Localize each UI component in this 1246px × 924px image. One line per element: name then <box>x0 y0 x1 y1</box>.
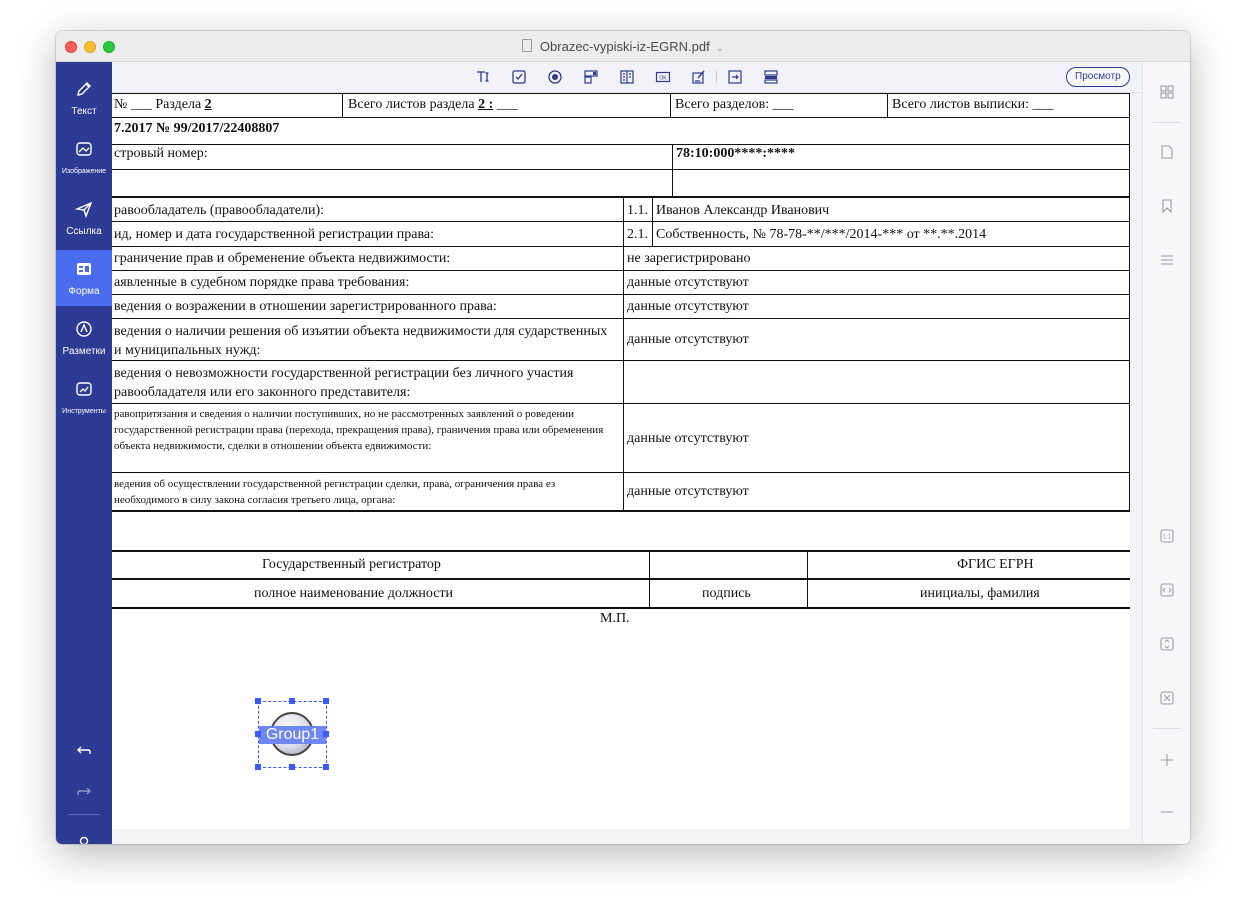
extract-date-number: 7.2017 № 99/2017/22408807 <box>114 121 280 136</box>
sidebar-divider <box>1153 122 1181 123</box>
total-sheets-label: Всего листов выписки: ___ <box>892 97 1054 112</box>
seizure-label: ведения о наличии решения об изъятии объекта недвижимости для сударственных и муниципальных нужд: <box>114 324 608 358</box>
registration-value: Собственность, № 78-78-**/***/2014-*** от **.**.2014 <box>656 227 987 242</box>
svg-text:1:1: 1:1 <box>1162 534 1172 541</box>
combo-box-icon[interactable] <box>583 69 599 85</box>
undo-icon[interactable] <box>75 742 93 760</box>
claims-label: равопритязания и сведения о наличии поступивших, но не рассмотренных заявлений о роведении государственной регистрации права (перехода, прекращения права), граничения права или обременения объекта недвижимости, сделки в отношении объекта едвижимости: <box>114 408 604 452</box>
svg-text:OK: OK <box>659 75 667 82</box>
sidebar-item-form[interactable] <box>56 250 112 306</box>
button-icon[interactable] <box>655 69 671 85</box>
right-holder-label: равообладатель (правообладатели): <box>114 203 325 218</box>
resize-handle[interactable] <box>323 698 329 704</box>
list-box-icon[interactable] <box>619 69 635 85</box>
page-icon[interactable] <box>1159 144 1175 160</box>
sidebar-divider <box>1153 728 1181 729</box>
resize-handle[interactable] <box>323 764 329 770</box>
registration-num: 2.1. <box>627 227 648 242</box>
resize-handle[interactable] <box>289 764 295 770</box>
sidebar-divider <box>68 814 100 815</box>
sidebar-label-markup: Разметки <box>62 346 106 357</box>
signature-field-icon[interactable] <box>691 69 707 85</box>
position-caption: полное наименование должности <box>254 586 454 601</box>
sidebar-label-tools: Инструменты <box>62 408 106 415</box>
align-icon[interactable] <box>727 69 743 85</box>
form-recognition-icon[interactable] <box>763 69 779 85</box>
chevron-down-icon: ⌄ <box>715 43 725 54</box>
image-icon <box>75 140 93 158</box>
third-party-consent-value: данные отсутствуют <box>627 484 749 499</box>
toolbar-divider <box>716 71 717 83</box>
document-title-text: Obrazec-vypiski-iz-EGRN.pdf <box>539 39 710 54</box>
actual-size-icon[interactable] <box>1159 528 1175 544</box>
resize-handle[interactable] <box>323 731 329 737</box>
redo-icon[interactable] <box>75 783 93 801</box>
resize-handle[interactable] <box>255 731 261 737</box>
objection-value: данные отсутствуют <box>627 299 749 314</box>
seizure-value: данные отсутствуют <box>627 332 749 347</box>
checkbox-icon[interactable] <box>511 69 527 85</box>
objection-label: ведения о возражении в отношении зарегистрированного права: <box>114 299 497 314</box>
link-icon <box>75 200 93 218</box>
initials-caption: инициалы, фамилия <box>920 586 1040 601</box>
court-claims-label: аявленные в судебном порядке права требования: <box>114 275 410 290</box>
document-title[interactable] <box>56 39 1190 54</box>
sheets-in-section-label: Всего листов раздела 2 : ___ <box>348 97 518 112</box>
user-icon[interactable] <box>75 835 93 844</box>
left-sidebar <box>56 62 112 844</box>
encumbrance-label: граничение прав и обременение объекта недвижимости: <box>114 251 451 266</box>
pdf-file-icon <box>522 39 532 52</box>
sidebar-item-tools[interactable] <box>56 370 112 426</box>
zoom-out-icon[interactable] <box>1159 804 1175 820</box>
preview-button[interactable]: Просмотр <box>1066 67 1130 87</box>
personal-participation-label: ведения о невозможности государственной регистрации без личного участия равообладателя или его законного представителя: <box>114 366 574 400</box>
form-icon <box>75 260 93 278</box>
sidebar-item-link[interactable] <box>56 190 112 246</box>
signature-caption: подпись <box>702 586 751 601</box>
third-party-consent-label: ведения об осуществлении государственной регистрации сделки, права, ограничения права ез необходимого в силу закона согласия третьего лица, органа: <box>114 478 556 506</box>
right-holder-value: Иванов Александр Иванович <box>656 203 830 218</box>
pdf-page <box>112 93 1130 829</box>
total-sections-label: Всего разделов: ___ <box>675 97 794 112</box>
form-field-name: Group1 <box>259 726 326 744</box>
cadastral-number-value: 78:10:000****:**** <box>676 146 795 161</box>
tools-icon <box>75 380 93 398</box>
sidebar-label-form: Форма <box>68 286 100 297</box>
app-window <box>56 31 1190 844</box>
egrn-label: ФГИС ЕГРН <box>957 557 1034 572</box>
fit-width-icon[interactable] <box>1159 582 1175 598</box>
sidebar-item-text[interactable] <box>56 70 112 126</box>
cadastral-number-label: стровый номер: <box>114 146 208 161</box>
thumbnails-icon[interactable] <box>1159 84 1175 100</box>
sidebar-item-markup[interactable] <box>56 310 112 366</box>
resize-handle[interactable] <box>255 764 261 770</box>
form-toolbar <box>112 62 1142 93</box>
markup-icon <box>75 320 93 338</box>
right-sidebar <box>1142 62 1190 844</box>
text-field-icon[interactable] <box>475 69 491 85</box>
registrar-title: Государственный регистратор <box>262 557 441 572</box>
resize-handle[interactable] <box>289 698 295 704</box>
claims-value: данные отсутствуют <box>627 431 749 446</box>
outline-icon[interactable] <box>1159 252 1175 268</box>
fit-page-icon[interactable] <box>1159 690 1175 706</box>
right-holder-num: 1.1. <box>627 203 648 218</box>
registration-label: ид, номер и дата государственной регистрации права: <box>114 227 435 242</box>
document-viewport[interactable] <box>112 93 1142 844</box>
resize-handle[interactable] <box>255 698 261 704</box>
zoom-in-icon[interactable] <box>1159 752 1175 768</box>
sidebar-label-text: Текст <box>71 106 97 117</box>
fit-height-icon[interactable] <box>1159 636 1175 652</box>
radio-button-icon[interactable] <box>547 69 563 85</box>
encumbrance-value: не зарегистрировано <box>627 251 751 266</box>
sidebar-label-image: Изображение <box>61 168 107 175</box>
stamp-placeholder: М.П. <box>600 611 630 626</box>
sidebar-item-image[interactable] <box>56 130 112 186</box>
pen-icon <box>75 80 93 98</box>
sidebar-label-link: Ссылка <box>66 226 102 237</box>
radio-group-field[interactable] <box>258 701 327 768</box>
court-claims-value: данные отсутствуют <box>627 275 749 290</box>
title-bar <box>56 31 1190 62</box>
section-number-label: № ___ Раздела 2 <box>114 97 212 112</box>
bookmark-icon[interactable] <box>1159 198 1175 214</box>
